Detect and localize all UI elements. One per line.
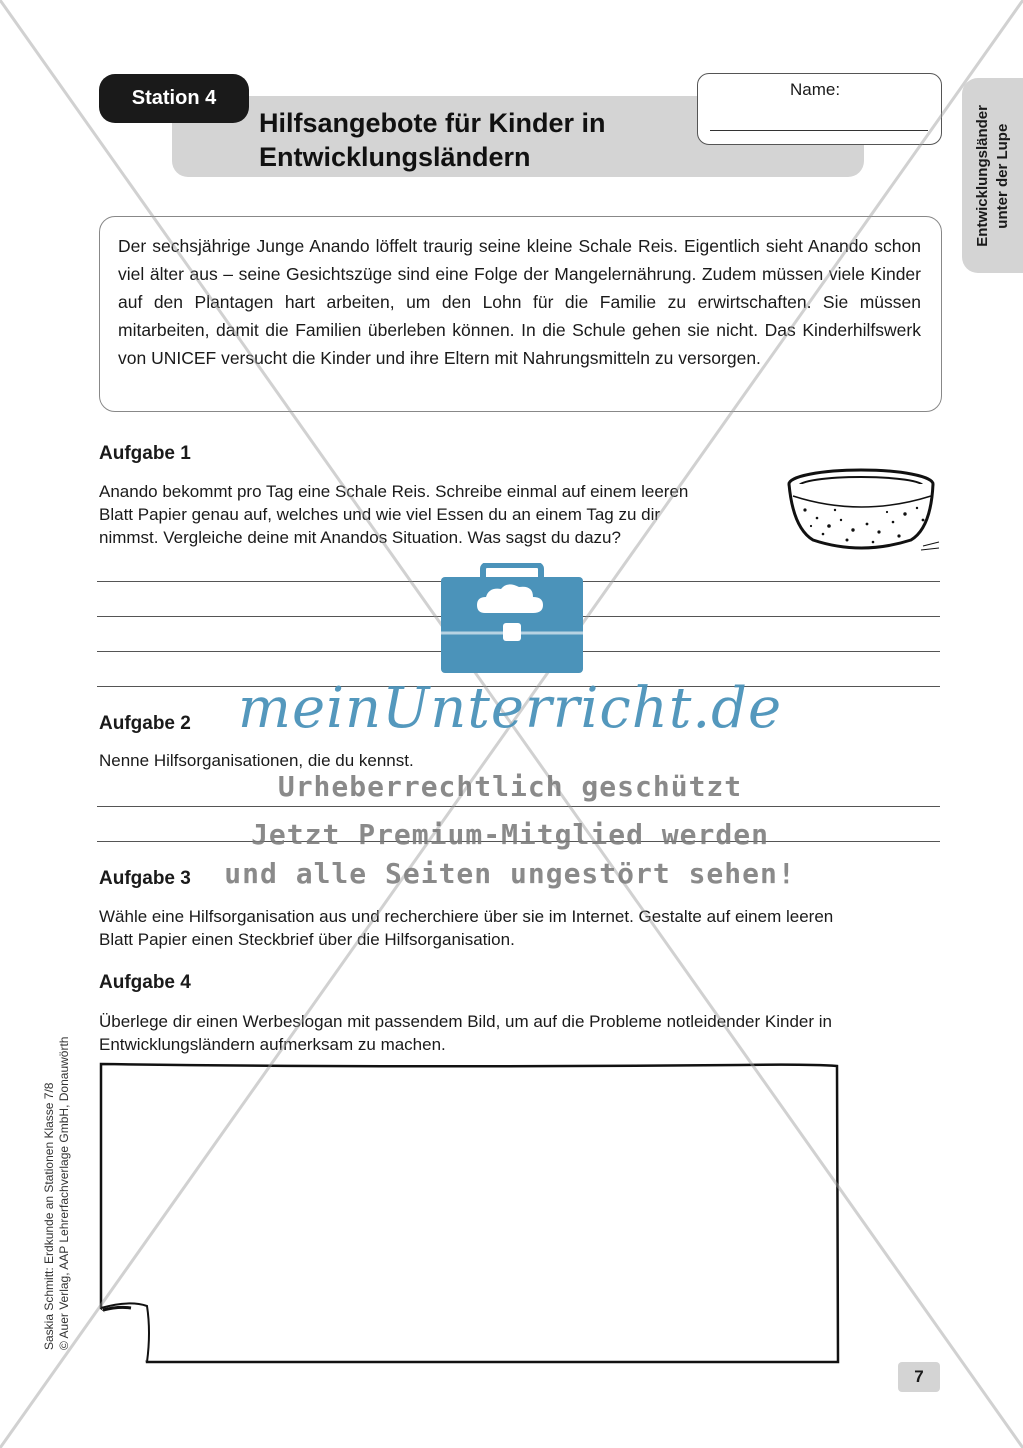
task-2-heading: Aufgabe 2	[99, 713, 191, 734]
page-number: 7	[898, 1362, 940, 1392]
rice-bowl-illustration	[783, 466, 943, 558]
credit-line: © Auer Verlag, AAP Lehrerfachverlage GmbH, Donauwörth	[57, 1036, 71, 1350]
watermark-line-3: und alle Seiten ungestört sehen!	[224, 857, 796, 890]
task-1-text	[99, 480, 688, 549]
name-input-line	[710, 130, 928, 131]
station-badge: Station 4	[99, 74, 249, 123]
story-text: Der sechsjährige Junge Anando löffelt traurig seine kleine Schale Reis. Eigentlich sieht Anando schon viel älter aus – seine Gesichtszüge sind eine Folge der Mangelernährung. Zudem müssen viele Kinder auf den Plantagen hart arbeiten, um den Lohn für die Familie zu erwirtschaften. Sie müssen mitarbeiten, damit die Familien überleben können. In die Schule gehen sie nicht. Das Kinderhilfswerk von UNICEF versucht die Kinder und ihre Eltern mit Nahrungsmitteln zu versorgen.	[118, 236, 921, 368]
task-1-heading: Aufgabe 1	[99, 443, 191, 464]
task-3-heading: Aufgabe 3	[99, 868, 191, 889]
answer-line	[97, 806, 940, 807]
watermark-line-2: Jetzt Premium-Mitglied werden	[251, 818, 769, 851]
task-2-line: Nenne Hilfsorganisationen, die du kennst.	[99, 751, 414, 770]
side-tab-label: Entwicklungsländer unter der Lupe	[973, 104, 1011, 247]
watermark-line-1: Urheberrechtlich geschützt	[277, 770, 743, 803]
task-3-text	[99, 905, 833, 951]
task-4-line: Entwicklungsländern aufmerksam zu machen.	[99, 1035, 446, 1054]
credit-line: Saskia Schmitt: Erdkunde an Stationen Klasse 7/8	[42, 1082, 56, 1350]
task-4-text	[99, 1010, 832, 1056]
task-1-line: Anando bekommt pro Tag eine Schale Reis. Schreibe einmal auf einem leeren	[99, 482, 689, 501]
title-line-2: Entwicklungsländern	[259, 142, 531, 172]
drawing-frame	[99, 1062, 939, 1364]
credit	[42, 960, 82, 1350]
task-3-line: Blatt Papier einen Steckbrief über die Hilfsorganisation.	[99, 930, 515, 949]
briefcase-cloud-icon	[437, 563, 587, 675]
task-3-line: Wähle eine Hilfsorganisation aus und recherchiere über sie im Internet. Gestalte auf einem leeren	[99, 907, 834, 926]
task-2-text	[99, 749, 414, 772]
page-title	[259, 106, 606, 174]
task-4-heading: Aufgabe 4	[99, 972, 191, 993]
task-1-line: Blatt Papier genau auf, welches und wie viel Essen du an einem Tag zu dir	[99, 505, 661, 524]
task-4-line: Überlege dir einen Werbeslogan mit passendem Bild, um auf die Probleme notleidender Kinder in	[99, 1012, 832, 1031]
name-label: Name:	[790, 80, 841, 99]
task-1-line: nimmst. Vergleiche deine mit Anandos Situation. Was sagst du dazu?	[99, 528, 621, 547]
watermark-site: meinUnterricht.de	[237, 676, 783, 741]
title-line-1: Hilfsangebote für Kinder in	[259, 108, 606, 138]
